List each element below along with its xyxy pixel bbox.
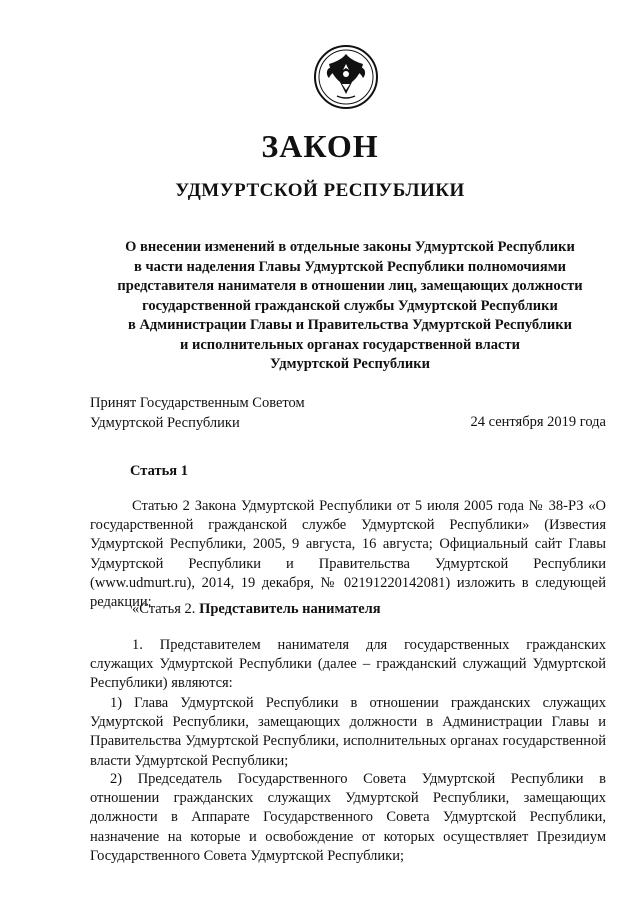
article-1-heading: Статья 1: [130, 463, 188, 479]
subject-line: в Администрации Главы и Правительства Удмуртской Республики: [128, 317, 572, 333]
subject-line: представителя нанимателя в отношении лиц, замещающих должности: [117, 278, 583, 294]
item-1-paragraph: 1. Представителем нанимателя для государственных гражданских служащих Удмуртской Республики (далее – гражданский служащий Удмуртской Республики) являются:: [90, 637, 606, 692]
subject-line: в части наделения Главы Удмуртской Республики полномочиями: [134, 258, 566, 275]
adoption-line-2: Удмуртской Республики: [90, 414, 240, 431]
subject-line: государственной гражданской службы Удмуртской Республики: [142, 297, 558, 314]
law-title: ЗАКОН: [261, 128, 379, 164]
coat-of-arms-emblem: [313, 44, 379, 110]
new-article-2-heading: [90, 600, 606, 619]
adoption-line-1: Принят Государственным Советом: [90, 395, 305, 411]
subject-line: О внесении изменений в отдельные законы Удмуртской Республики: [125, 239, 575, 255]
subitem-1-paragraph: 1) Глава Удмуртской Республики в отношении гражданских служащих Удмуртской Республики, замещающих должности в Администрации Главы и Правительства Удмуртской Республики, исполнительных органах государственной власти Удмуртской Республики;: [90, 695, 606, 769]
law-subject-title: [60, 238, 640, 375]
new-article-title: Представитель нанимателя: [199, 601, 381, 617]
subitem-2-paragraph: 2) Председатель Государственного Совета Удмуртской Республики в отношении гражданских служащих Удмуртской Республики, замещающих должности в Аппарате Государственного Совета Удмуртской Республики, назначение на которые и освобождение от которых осуществляет Президиум Государственного Совета Удмуртской Республики;: [90, 771, 606, 864]
subject-line: и исполнительных органах государственной власти: [180, 336, 520, 353]
republic-title: УДМУРТСКОЙ РЕСПУБЛИКИ: [175, 180, 465, 201]
adoption-date: 24 сентября 2019 года: [470, 414, 606, 430]
new-article-prefix: «Статья 2.: [132, 601, 200, 617]
article-1-paragraph: Статью 2 Закона Удмуртской Республики от 5 июля 2005 года № 38-РЗ «О государственной гражданской службе Удмуртской Республики» (Известия Удмуртской Республики, 2005, 9 августа, 16 августа; Официальный сайт Главы Удмуртской Республики и Правительства Удмуртской Республики (www.udmurt.ru), 2014, 19 декабря, № 02191220142081) изложить в следующей редакции:: [90, 498, 606, 611]
subject-line: Удмуртской Республики: [270, 356, 430, 372]
adoption-authority: [90, 394, 305, 433]
